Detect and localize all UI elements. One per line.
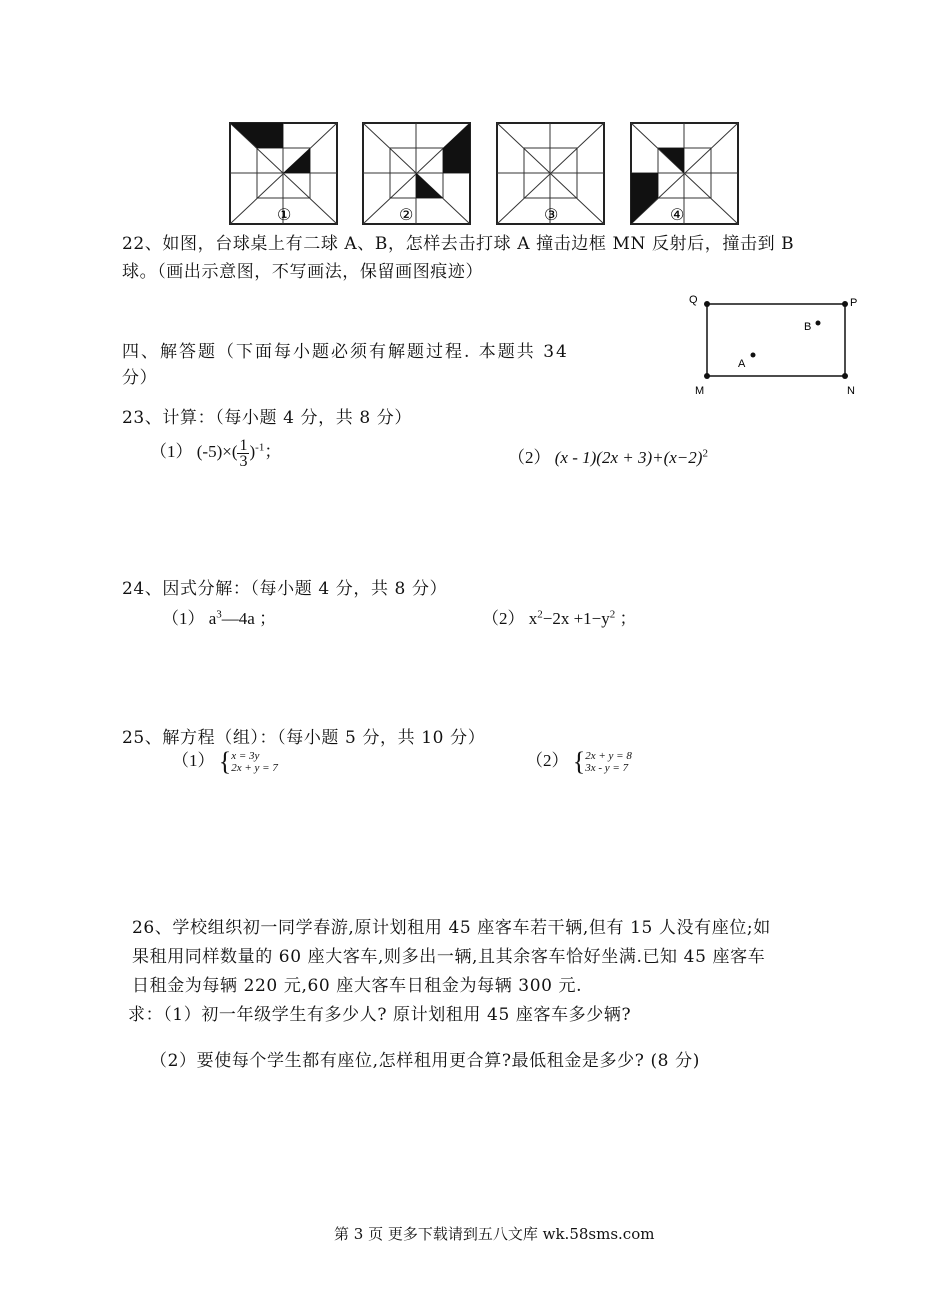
q25-part1 <box>172 746 278 777</box>
label-q: Q <box>689 294 698 306</box>
figure-label: ④ <box>670 205 685 224</box>
q26-line1: 26、学校组织初一同学春游,原计划租用 45 座客车若干辆,但有 15 人没有座位;如 <box>132 918 771 938</box>
equation-2: 3x - y = 7 <box>585 762 629 775</box>
equation-2: 2x + y = 7 <box>231 762 278 775</box>
q25-p1-label: （1） <box>172 751 215 770</box>
q24-p1-a: a <box>208 609 217 628</box>
corner-m <box>704 373 710 379</box>
q24-p1-label: （1） <box>162 609 205 628</box>
label-p: P <box>850 297 858 309</box>
q24-part2 <box>482 604 637 629</box>
q26-line2: 果租用同样数量的 60 座大客车,则多出一辆,且其余客车恰好坐满.已知 45 座客车 <box>132 947 766 967</box>
q23-p1-lead: (-5)×( <box>196 442 238 461</box>
q22-line2: 球。（画出示意图，不写画法，保留画图痕迹） <box>122 262 484 282</box>
q23-p2-exp: 2 <box>702 447 708 460</box>
label-b: B <box>804 321 812 333</box>
q23-part1 <box>150 437 281 469</box>
q23-p2-label: （2） <box>508 448 551 467</box>
corner-n <box>842 373 848 379</box>
label-n: N <box>847 385 855 397</box>
ball-b <box>816 321 821 326</box>
fraction <box>237 438 249 469</box>
q23-title: 23、计算：（每小题 4 分，共 8 分） <box>122 408 412 428</box>
equation-system <box>585 750 632 774</box>
q23-p1-exp: -1 <box>255 441 265 454</box>
figure-label: ① <box>277 205 292 224</box>
q23-p2-expr: (x - 1)(2x + 3)+(x−2) <box>554 448 703 467</box>
q25-p2-label: （2） <box>526 751 569 770</box>
q23-part2 <box>508 443 708 468</box>
section4-line1: 四、解答题（下面每小题必须有解题过程. 本题共 34 <box>122 342 569 362</box>
page-footer: 第 3 页 更多下载请到五八文库 wk.58sms.com <box>334 1225 655 1243</box>
figure-1 <box>229 122 339 226</box>
figure-label: ② <box>399 205 414 224</box>
figure-4 <box>630 122 740 226</box>
q25-part2 <box>526 746 632 777</box>
corner-q <box>704 301 710 307</box>
brace-icon: { <box>218 747 232 777</box>
figure-label: ③ <box>544 205 559 224</box>
q24-title: 24、因式分解：（每小题 4 分，共 8 分） <box>122 579 448 599</box>
equation-1: x = 3y <box>231 750 260 763</box>
equation-1: 2x + y = 8 <box>585 750 632 763</box>
q24-p1-exp: 3 <box>216 608 222 621</box>
q24-part1 <box>162 604 276 629</box>
q26-line4: 求：（1）初一年级学生有多少人? 原计划租用 45 座客车多少辆? <box>128 1005 632 1025</box>
q24-p2-exp: 2 <box>537 608 543 621</box>
q23-p1-label: （1） <box>150 442 193 461</box>
q24-p1-rest: —4a ； <box>221 609 277 628</box>
fraction-denominator: 3 <box>239 452 248 470</box>
q22-line1: 22、如图，台球桌上有二球 A、B，怎样去击打球 A 撞击边框 MN 反射后，撞击到 B <box>122 234 795 254</box>
figure-2 <box>362 122 472 226</box>
q24-p2-a: x <box>528 609 538 628</box>
q23-p1-tail: ； <box>264 442 282 461</box>
brace-icon: { <box>572 747 586 777</box>
q26-line5: （2）要使每个学生都有座位,怎样租用更合算?最低租金是多少? (8 分) <box>150 1051 700 1071</box>
figure-3 <box>496 122 606 226</box>
equation-system <box>231 750 278 774</box>
label-m: M <box>695 385 705 397</box>
q24-p2-label: （2） <box>482 609 525 628</box>
corner-p <box>842 301 848 307</box>
fraction-numerator: 1 <box>239 436 248 454</box>
q23-p1-close: ) <box>249 442 256 461</box>
q26-line3: 日租金为每辆 220 元,60 座大客车日租金为每辆 300 元. <box>132 976 583 996</box>
q25-title: 25、解方程（组）：（每小题 5 分，共 10 分） <box>122 728 486 748</box>
section4-line2: 分） <box>122 368 158 388</box>
ball-a <box>751 353 756 358</box>
billiard-table-figure <box>684 290 864 400</box>
label-a: A <box>738 358 746 370</box>
q24-p2-exp2: 2 <box>609 608 616 621</box>
q24-p2-tail: ； <box>615 609 637 628</box>
q24-p2-mid: −2x +1−y <box>542 609 610 628</box>
